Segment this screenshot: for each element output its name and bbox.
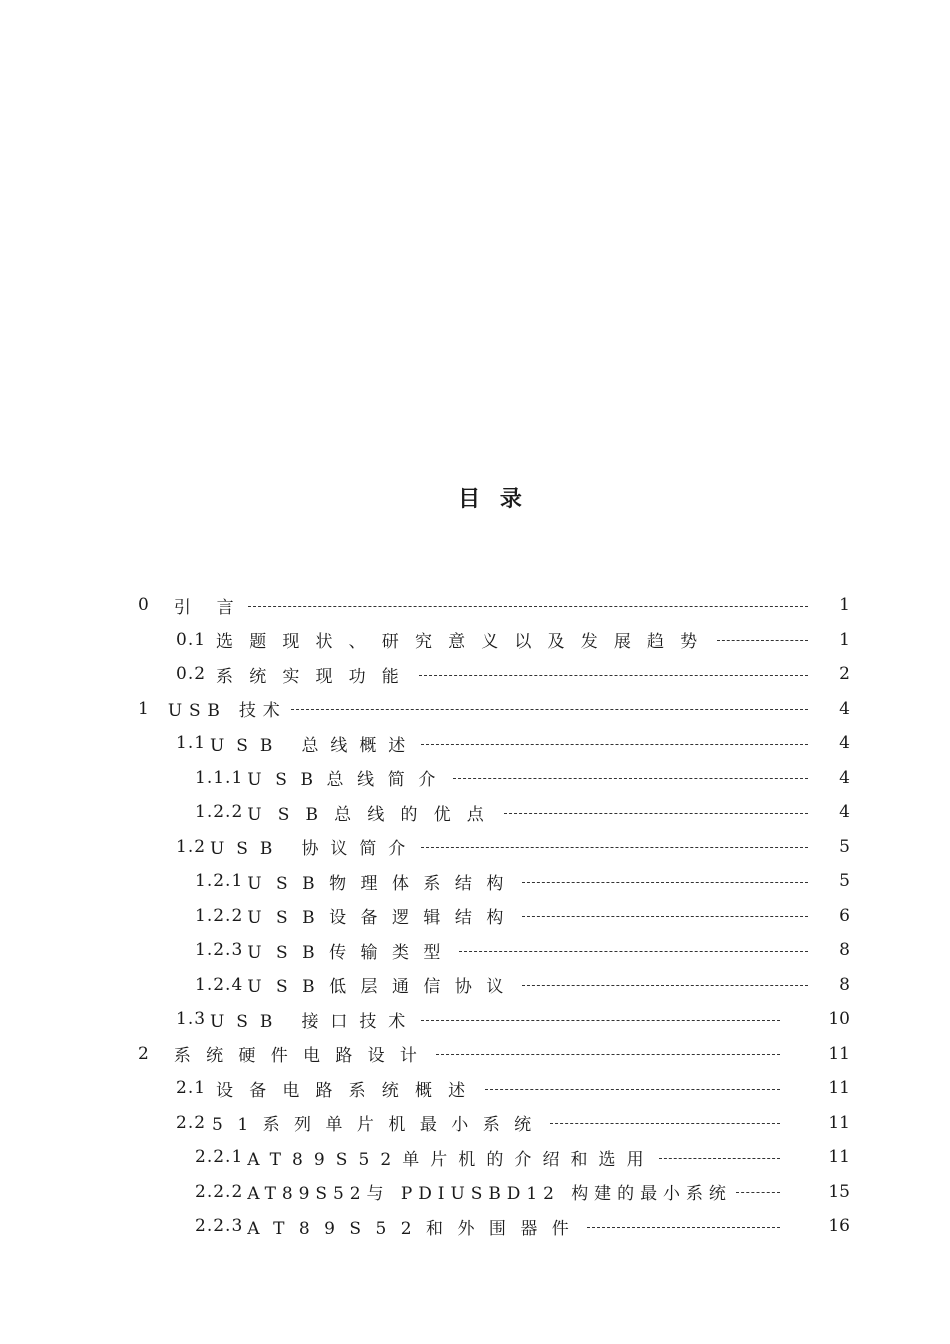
toc-entry[interactable] [0, 1140, 950, 1175]
dot-leader [522, 985, 808, 986]
toc-entry[interactable] [0, 623, 950, 658]
toc-entry-number: 2.2.2 [195, 1181, 244, 1202]
toc-entry-number: 2.2 [176, 1112, 207, 1133]
toc-entry[interactable] [0, 761, 950, 796]
toc-entry-number: 1.1 [176, 733, 207, 754]
dot-leader [291, 709, 809, 710]
dot-leader [421, 1020, 780, 1021]
toc-title: 目 录 [458, 487, 528, 512]
toc-entry[interactable] [0, 864, 950, 899]
toc-entry-page: 11 [828, 1112, 850, 1133]
dot-leader [459, 951, 808, 952]
toc-entry-number: 1.1.1 [195, 767, 244, 788]
toc-entry[interactable] [0, 968, 950, 1003]
dot-leader [436, 1054, 780, 1055]
toc-entry-page: 5 [839, 871, 850, 892]
toc-entry-title: USB总线的优点 [247, 804, 500, 825]
toc-list [0, 588, 950, 1244]
toc-entry[interactable] [0, 1175, 950, 1210]
toc-entry-number: 1 [138, 698, 150, 719]
toc-entry-page: 4 [839, 802, 850, 823]
toc-entry-title: USB传输类型 [247, 942, 455, 963]
toc-entry-page: 4 [839, 733, 850, 754]
dot-leader [522, 882, 808, 883]
toc-entry[interactable] [0, 830, 950, 865]
toc-entry[interactable] [0, 692, 950, 727]
toc-entry-title: 引 言 [173, 597, 244, 618]
toc-entry-title: USB物理体系结构 [247, 873, 518, 894]
toc-entry-page: 10 [828, 1009, 850, 1030]
toc-entry-number: 1.2.4 [195, 974, 244, 995]
toc-entry[interactable] [0, 1037, 950, 1072]
toc-entry-title: USB设备逻辑结构 [247, 908, 518, 929]
toc-entry[interactable] [0, 1106, 950, 1141]
toc-entry-number: 1.2.1 [195, 871, 244, 892]
toc-entry-number: 1.3 [176, 1009, 207, 1030]
toc-entry-title: 系统实现功能 [216, 666, 415, 687]
toc-entry-number: 1.2 [176, 836, 207, 857]
toc-entry[interactable] [0, 1071, 950, 1106]
toc-entry-title: 系统硬件电路设计 [173, 1046, 433, 1067]
toc-entry-title: 选题现状、研究意义以及发展趋势 [216, 632, 714, 653]
toc-entry-title: AT89S52与 PDIUSBD12 构建的最小系统 [247, 1184, 732, 1205]
toc-entry-page: 4 [839, 767, 850, 788]
toc-entry-page: 1 [839, 629, 850, 650]
dot-leader [522, 916, 808, 917]
dot-leader [587, 1227, 780, 1228]
toc-entry-page: 11 [828, 1078, 850, 1099]
dot-leader [248, 606, 808, 607]
toc-entry-page: 15 [828, 1181, 850, 1202]
toc-entry-number: 2 [138, 1043, 150, 1064]
toc-entry-number: 2.1 [176, 1078, 207, 1099]
toc-entry-title: USB低层通信协议 [247, 977, 518, 998]
toc-entry-page: 8 [839, 940, 850, 961]
toc-entry-page: 11 [828, 1147, 850, 1168]
toc-entry-title: AT89S52和外围器件 [247, 1218, 584, 1239]
toc-entry-number: 2.2.1 [195, 1147, 244, 1168]
toc-entry[interactable] [0, 1209, 950, 1244]
dot-leader [453, 778, 808, 779]
toc-entry-title: 51系列单片机最小系统 [212, 1115, 546, 1136]
toc-entry-number: 0.1 [176, 629, 207, 650]
toc-entry-number: 1.2.3 [195, 940, 244, 961]
toc-entry-page: 4 [839, 698, 850, 719]
dot-leader [504, 813, 808, 814]
toc-entry[interactable] [0, 657, 950, 692]
toc-entry-title: USB 总线概述 [210, 735, 418, 756]
toc-entry[interactable] [0, 933, 950, 968]
toc-entry-page: 1 [839, 595, 850, 616]
toc-entry-title: USB 技术 [167, 701, 287, 722]
toc-entry[interactable] [0, 726, 950, 761]
dot-leader [485, 1089, 780, 1090]
toc-entry[interactable] [0, 899, 950, 934]
dot-leader [717, 640, 808, 641]
toc-entry-number: 2.2.3 [195, 1216, 244, 1237]
toc-entry[interactable] [0, 588, 950, 623]
toc-entry-page: 16 [828, 1216, 850, 1237]
dot-leader [659, 1158, 780, 1159]
toc-entry-page: 11 [828, 1043, 850, 1064]
dot-leader [421, 744, 808, 745]
toc-entry-number: 1.2.2 [195, 802, 244, 823]
dot-leader [421, 847, 808, 848]
dot-leader [736, 1192, 780, 1193]
toc-entry-title: 设备电路系统概述 [216, 1080, 482, 1101]
toc-entry-page: 8 [839, 974, 850, 995]
toc-entry[interactable] [0, 795, 950, 830]
toc-entry-number: 0.2 [176, 664, 207, 685]
toc-entry-number: 0 [138, 595, 150, 616]
toc-entry-title: USB总线简介 [247, 770, 449, 791]
toc-entry-title: AT89S52单片机的介绍和选用 [247, 1149, 655, 1170]
dot-leader [419, 675, 808, 676]
toc-entry-title: USB 接口技术 [210, 1011, 418, 1032]
toc-entry[interactable] [0, 1002, 950, 1037]
toc-entry-page: 5 [839, 836, 850, 857]
toc-entry-page: 2 [839, 664, 850, 685]
toc-entry-page: 6 [839, 905, 850, 926]
toc-entry-title: USB 协议简介 [210, 839, 418, 860]
dot-leader [550, 1123, 780, 1124]
toc-entry-number: 1.2.2 [195, 905, 244, 926]
